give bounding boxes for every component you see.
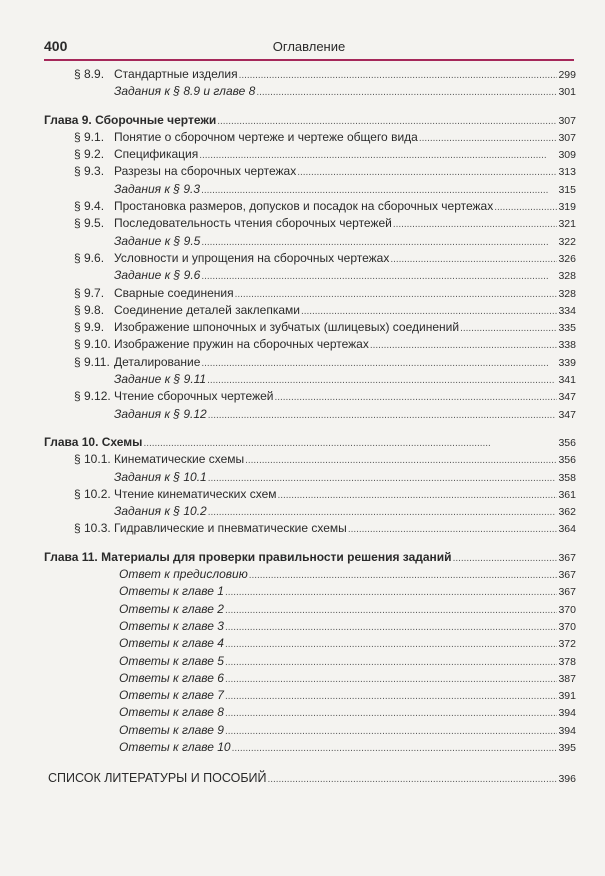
toc-entry-answer[interactable] xyxy=(44,566,576,583)
toc-entry-section[interactable] xyxy=(44,486,576,503)
toc-entry-task[interactable] xyxy=(44,469,576,486)
toc-dot-leader xyxy=(239,66,558,84)
toc-entry-title: Разрезы на сборочных чертежах xyxy=(114,164,297,179)
toc-entry-answer[interactable] xyxy=(44,618,576,635)
toc-entry-title: Глава 9. Сборочные чертежи xyxy=(44,112,217,127)
toc-page-number: 334 xyxy=(558,304,576,317)
toc-entry-title: Ответы к главе 3 xyxy=(119,618,224,633)
toc-entry-section[interactable] xyxy=(44,129,576,146)
toc-dot-leader xyxy=(390,250,557,268)
toc-entry-answer[interactable] xyxy=(44,670,576,687)
table-of-contents xyxy=(44,66,576,788)
toc-entry-title: СПИСОК ЛИТЕРАТУРЫ И ПОСОБИЙ xyxy=(48,771,267,786)
toc-entry-title: Условности и упрощения на сборочных чертежах xyxy=(114,250,390,265)
toc-dot-leader xyxy=(201,233,557,251)
toc-page-number: 361 xyxy=(558,488,576,501)
toc-section-number: § 9.5. xyxy=(74,216,105,231)
toc-entry-task[interactable] xyxy=(44,406,576,423)
toc-page-number: 356 xyxy=(558,454,576,467)
page-number: 400 xyxy=(44,38,68,54)
toc-entry-title: Соединение деталей заклепками xyxy=(114,302,300,317)
toc-entry-title: Стандартные изделия xyxy=(114,67,238,81)
toc-page-number: 299 xyxy=(558,69,576,81)
toc-section-number: § 9.2. xyxy=(74,147,105,162)
toc-entry-answer[interactable] xyxy=(44,687,576,704)
toc-entry-title: Задания к § 10.1 xyxy=(114,469,207,484)
toc-dot-leader xyxy=(460,319,557,337)
toc-page-number: 322 xyxy=(558,235,576,248)
toc-entry-title: Ответы к главе 10 xyxy=(119,739,231,754)
toc-dot-leader xyxy=(278,486,558,504)
toc-entry-chapter[interactable] xyxy=(44,549,576,566)
toc-dot-leader xyxy=(208,503,558,521)
toc-entry-answer[interactable] xyxy=(44,704,576,721)
toc-page-number: 370 xyxy=(558,603,576,616)
page-header xyxy=(44,38,574,58)
toc-entry-caps[interactable] xyxy=(44,770,576,787)
toc-dot-leader xyxy=(217,112,557,130)
toc-entry-task[interactable] xyxy=(44,503,576,520)
toc-dot-leader xyxy=(225,635,558,653)
toc-page-number: 339 xyxy=(558,356,576,369)
toc-dot-leader xyxy=(225,653,558,671)
toc-entry-section[interactable] xyxy=(44,520,576,537)
toc-dot-leader xyxy=(225,583,558,601)
toc-page-number: 396 xyxy=(558,773,576,786)
toc-entry-title: Ответы к главе 7 xyxy=(119,688,224,703)
toc-page-number: 307 xyxy=(558,114,576,127)
toc-entry-title: Ответы к главе 5 xyxy=(119,653,224,668)
toc-spacer xyxy=(44,101,576,112)
toc-section-number: § 9.7. xyxy=(74,285,105,300)
toc-section-number: § 9.3. xyxy=(74,164,105,179)
toc-entry-answer[interactable] xyxy=(44,722,576,739)
toc-dot-leader xyxy=(249,566,558,584)
toc-entry-section[interactable] xyxy=(44,354,576,371)
toc-page-number: 335 xyxy=(558,322,576,335)
toc-dot-leader xyxy=(256,83,557,101)
toc-entry-title: Задания к § 9.12 xyxy=(114,406,207,421)
header-rule xyxy=(44,59,574,61)
toc-section-number: § 9.10. xyxy=(74,337,111,352)
toc-dot-leader xyxy=(201,267,557,285)
toc-entry-title: Ответы к главе 8 xyxy=(119,705,224,720)
toc-dot-leader xyxy=(297,163,557,181)
toc-dot-leader xyxy=(494,198,557,216)
toc-entry-title: Ответы к главе 9 xyxy=(119,722,224,737)
toc-entry-section[interactable] xyxy=(44,302,576,319)
toc-entry-title: Чтение сборочных чертежей xyxy=(114,389,274,404)
toc-entry-section[interactable] xyxy=(44,451,576,468)
toc-entry-title: Глава 10. Схемы xyxy=(44,434,143,449)
toc-entry-chapter[interactable] xyxy=(44,434,576,451)
toc-page-number: 362 xyxy=(558,506,576,519)
toc-page-number: 370 xyxy=(558,620,576,633)
toc-entry-section[interactable] xyxy=(44,66,576,83)
toc-page-number: 387 xyxy=(558,672,576,685)
toc-dot-leader xyxy=(207,371,557,389)
toc-section-number: § 8.9. xyxy=(74,67,105,81)
toc-page-number: 367 xyxy=(558,551,576,564)
toc-dot-leader xyxy=(225,618,558,636)
toc-entry-task[interactable] xyxy=(44,181,576,198)
toc-page-number: 378 xyxy=(558,655,576,668)
toc-entry-title: Ответы к главе 4 xyxy=(119,636,224,651)
toc-entry-section[interactable] xyxy=(44,336,576,353)
toc-entry-title: Задания к § 10.2 xyxy=(114,504,207,519)
toc-dot-leader xyxy=(201,354,557,372)
toc-entry-section[interactable] xyxy=(44,163,576,180)
toc-page-number: 391 xyxy=(558,690,576,703)
toc-dot-leader xyxy=(268,770,558,788)
toc-entry-title: Простановка размеров, допусков и посадок на сборочных чертежах xyxy=(114,199,494,214)
toc-section-number: § 9.8. xyxy=(74,302,105,317)
toc-entry-section[interactable] xyxy=(44,146,576,163)
toc-dot-leader xyxy=(225,601,558,619)
toc-spacer xyxy=(44,538,576,549)
toc-entry-title: Чтение кинематических схем xyxy=(114,486,277,501)
toc-section-number: § 10.3. xyxy=(74,521,111,536)
toc-spacer xyxy=(44,756,576,770)
toc-page-number: 338 xyxy=(558,339,576,352)
toc-page-number: 326 xyxy=(558,252,576,265)
toc-dot-leader xyxy=(199,146,557,164)
toc-page-number: 321 xyxy=(558,218,576,231)
toc-entry-title: Деталирование xyxy=(114,354,201,369)
toc-section-number: § 10.2. xyxy=(74,486,111,501)
toc-entry-title: Понятие о сборочном чертеже и чертеже общего вида xyxy=(114,129,418,144)
page-title: Оглавление xyxy=(272,39,346,54)
toc-page-number: 364 xyxy=(558,523,576,536)
toc-entry-title: Ответы к главе 1 xyxy=(119,584,224,599)
toc-entry-title: Изображение шпоночных и зубчатых (шлицевых) соединений xyxy=(114,320,460,335)
toc-page-number: 394 xyxy=(558,724,576,737)
toc-entry-title: Задания к § 8.9 и главе 8 xyxy=(114,84,256,99)
toc-entry-title: Гидравлические и пневматические схемы xyxy=(114,521,347,536)
toc-section-number: § 9.1. xyxy=(74,129,105,144)
toc-dot-leader xyxy=(245,451,557,469)
toc-dot-leader xyxy=(225,704,558,722)
toc-entry-section[interactable] xyxy=(44,215,576,232)
toc-entry-chapter[interactable] xyxy=(44,112,576,129)
toc-dot-leader xyxy=(208,406,558,424)
toc-entry-title: Глава 11. Материалы для проверки правильности решения заданий xyxy=(44,549,452,564)
toc-section-number: § 9.12. xyxy=(74,389,111,404)
toc-dot-leader xyxy=(453,549,558,567)
toc-dot-leader xyxy=(348,520,558,538)
toc-entry-title: Кинематические схемы xyxy=(114,452,245,467)
toc-entry-answer[interactable] xyxy=(44,635,576,652)
toc-entry-answer[interactable] xyxy=(44,653,576,670)
toc-entry-title: Задание к § 9.6 xyxy=(114,268,201,283)
toc-entry-title: Задание к § 9.5 xyxy=(114,233,201,248)
toc-dot-leader xyxy=(201,181,557,199)
toc-page-number: 395 xyxy=(558,741,576,754)
toc-entry-answer[interactable] xyxy=(44,601,576,618)
toc-entry-task[interactable] xyxy=(44,371,576,388)
toc-page-number: 315 xyxy=(558,183,576,196)
toc-page-number: 347 xyxy=(558,391,576,404)
toc-page-number: 328 xyxy=(558,270,576,283)
toc-dot-leader xyxy=(208,469,558,487)
toc-entry-title: Ответы к главе 6 xyxy=(119,670,224,685)
toc-dot-leader xyxy=(370,336,558,354)
toc-entry-answer[interactable] xyxy=(44,739,576,756)
toc-entry-title: Ответ к предисловию xyxy=(119,567,248,582)
toc-entry-task[interactable] xyxy=(44,267,576,284)
toc-dot-leader xyxy=(225,687,558,705)
toc-dot-leader xyxy=(301,302,557,320)
toc-entry-section[interactable] xyxy=(44,250,576,267)
toc-page-number: 301 xyxy=(558,86,576,99)
toc-section-number: § 10.1. xyxy=(74,452,111,467)
toc-section-number: § 9.6. xyxy=(74,250,105,265)
toc-page-number: 367 xyxy=(558,569,576,582)
toc-entry-section[interactable] xyxy=(44,388,576,405)
toc-entry-title: Последовательность чтения сборочных чертежей xyxy=(114,216,392,231)
toc-dot-leader xyxy=(393,215,558,233)
toc-entry-title: Спецификация xyxy=(114,147,199,162)
toc-entry-section[interactable] xyxy=(44,198,576,215)
toc-section-number: § 9.9. xyxy=(74,320,105,335)
toc-entry-section[interactable] xyxy=(44,285,576,302)
toc-dot-leader xyxy=(419,129,558,147)
toc-entry-task[interactable] xyxy=(44,83,576,100)
toc-page-number: 307 xyxy=(558,131,576,144)
toc-page-number: 319 xyxy=(558,201,576,214)
toc-section-number: § 9.11. xyxy=(74,354,110,369)
toc-dot-leader xyxy=(235,285,558,303)
toc-entry-title: Изображение пружин на сборочных чертежах xyxy=(114,337,369,352)
toc-page-number: 347 xyxy=(558,408,576,421)
toc-page-number: 358 xyxy=(558,471,576,484)
toc-entry-title: Ответы к главе 2 xyxy=(119,601,224,616)
toc-page-number: 341 xyxy=(558,374,576,387)
toc-entry-title: Задания к § 9.3 xyxy=(114,181,201,196)
toc-entry-task[interactable] xyxy=(44,233,576,250)
toc-dot-leader xyxy=(274,388,557,406)
toc-entry-answer[interactable] xyxy=(44,583,576,600)
toc-page-number: 372 xyxy=(558,638,576,651)
toc-page-number: 394 xyxy=(558,707,576,720)
toc-dot-leader xyxy=(225,670,558,688)
toc-entry-section[interactable] xyxy=(44,319,576,336)
toc-page-number: 367 xyxy=(558,586,576,599)
toc-entry-title: Задание к § 9.11 xyxy=(114,372,207,387)
toc-page-number: 328 xyxy=(558,287,576,300)
toc-entry-title: Сварные соединения xyxy=(114,285,234,300)
toc-spacer xyxy=(44,423,576,434)
toc-page-number: 309 xyxy=(558,149,576,162)
toc-section-number: § 9.4. xyxy=(74,199,105,214)
toc-page-number: 313 xyxy=(558,166,576,179)
toc-dot-leader xyxy=(232,739,558,757)
toc-dot-leader xyxy=(225,722,558,740)
toc-dot-leader xyxy=(143,434,557,452)
toc-page-number: 356 xyxy=(558,436,576,449)
